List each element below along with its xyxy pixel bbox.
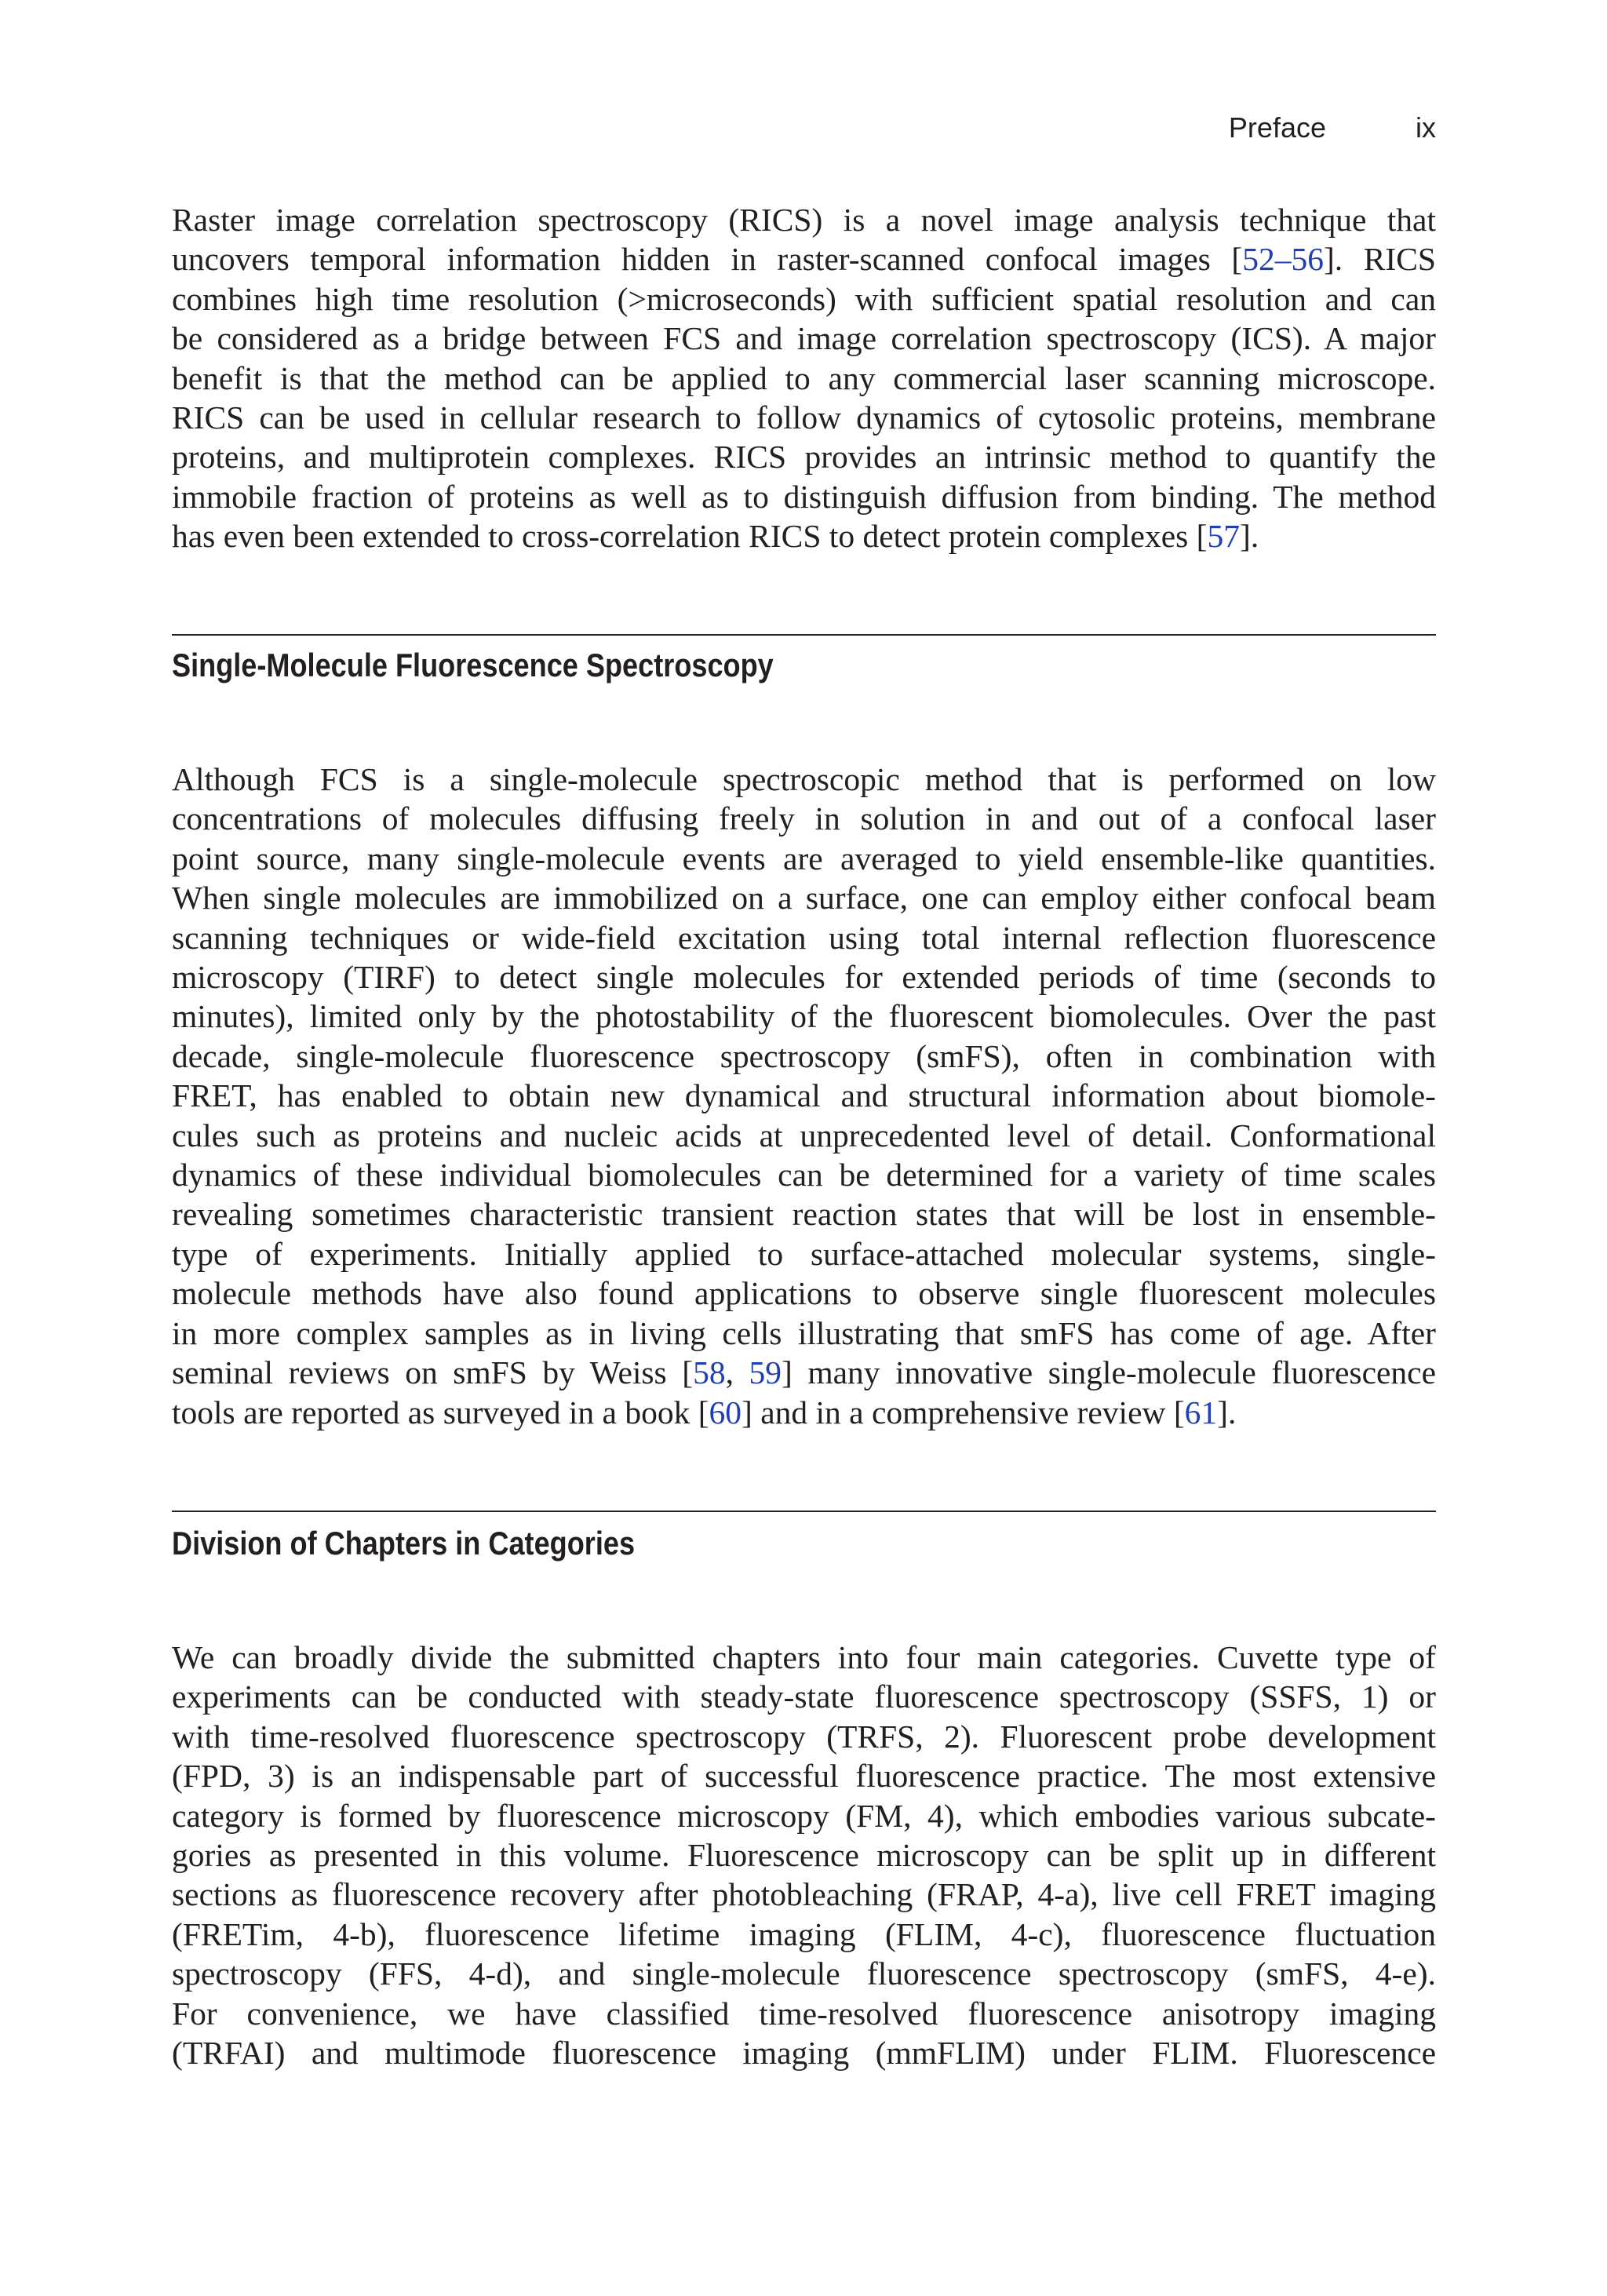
text-line: revealing sometimes characteristic transient reaction states that will be lost in ensemble- [172,1196,1436,1233]
citation-link[interactable]: 58 [693,1354,726,1391]
text-line: gories as presented in this volume. Fluorescence microscopy can be split up in different [172,1837,1436,1874]
citation-link[interactable]: 52–56 [1242,241,1324,278]
text-line: with time-resolved fluorescence spectroscopy (TRFS, 2). Fluorescent probe development [172,1718,1436,1755]
text-line: RICS can be used in cellular research to follow dynamics of cytosolic proteins, membrane [172,399,1436,436]
citation-link[interactable]: 57 [1207,518,1240,555]
text-line: benefit is that the method can be applied to any commercial laser scanning microscope. [172,359,1436,396]
text-line: category is formed by fluorescence microscopy (FM, 4), which embodies various subcate- [172,1797,1436,1834]
text-line: sections as fluorescence recovery after photobleaching (FRAP, 4-a), live cell FRET imaging [172,1876,1436,1913]
text-line: concentrations of molecules diffusing freely in solution in and out of a confocal laser [172,800,1436,837]
text-line: seminal reviews on smFS by Weiss [58, 59] many innovative single-molecule fluorescence [172,1354,1436,1391]
text-line: proteins, and multiprotein complexes. RICS provides an intrinsic method to quantify the [172,439,1436,476]
text-line: tools are reported as surveyed in a book [60] and in a comprehensive review [61]. [172,1394,1237,1430]
text-line: in more complex samples as in living cells illustrating that smFS has come of age. After [172,1314,1436,1351]
text-line: minutes), limited only by the photostability of the fluorescent biomolecules. Over the past [172,998,1436,1035]
text-line: type of experiments. Initially applied to surface-attached molecular systems, single- [172,1235,1436,1272]
paragraph-smfs [172,760,1436,1432]
text-line: microscopy (TIRF) to detect single molecules for extended periods of time (seconds to [172,959,1436,996]
text-line: Raster image correlation spectroscopy (RICS) is a novel image analysis technique that [172,202,1436,238]
text-line: experiments can be conducted with steady-state fluorescence spectroscopy (SSFS, 1) or [172,1678,1436,1715]
text-line: For convenience, we have classified time-resolved fluorescence anisotropy imaging [172,1995,1436,2032]
text-line: scanning techniques or wide-field excitation using total internal reflection fluorescence [172,919,1436,956]
text-line: When single molecules are immobilized on a surface, one can employ either confocal beam [172,880,1436,917]
section-heading-division: Division of Chapters in Categories [172,1525,636,1562]
paragraph-division [172,1638,1436,2072]
section-rule [172,1511,1436,1512]
page-number: ix [1416,111,1436,144]
text-line: spectroscopy (FFS, 4-d), and single-molecule fluorescence spectroscopy (smFS, 4-e). [172,1955,1436,1992]
text-line: FRET, has enabled to obtain new dynamical and structural information about biomole- [172,1077,1436,1114]
text-line: immobile fraction of proteins as well as to distinguish diffusion from binding. The method [172,478,1436,515]
citation-link[interactable]: 61 [1184,1394,1218,1430]
citation-link[interactable]: 59 [749,1354,782,1391]
text-line: combines high time resolution (>microseconds) with sufficient spatial resolution and can [172,280,1436,317]
text-line: cules such as proteins and nucleic acids at unprecedented level of detail. Conformational [172,1117,1436,1153]
section-rule [172,634,1436,636]
text-line: Although FCS is a single-molecule spectroscopic method that is performed on low [172,761,1436,797]
citation-link[interactable]: 60 [709,1394,742,1430]
text-line: has even been extended to cross-correlation RICS to detect protein complexes [57]. [172,518,1259,555]
text-line: dynamics of these individual biomolecules can be determined for a variety of time scales [172,1157,1436,1194]
text-line: We can broadly divide the submitted chapters into four main categories. Cuvette type of [172,1639,1436,1675]
text-line: (FPD, 3) is an indispensable part of successful fluorescence practice. The most extensive [172,1758,1436,1795]
paragraph-rics [172,200,1436,556]
text-line: be considered as a bridge between FCS and image correlation spectroscopy (ICS). A major [172,320,1436,357]
text-line: uncovers temporal information hidden in raster-scanned confocal images [52–56]. RICS [172,241,1436,278]
text-line: decade, single-molecule fluorescence spectroscopy (smFS), often in combination with [172,1037,1436,1074]
text-line: (FRETim, 4-b), fluorescence lifetime imaging (FLIM, 4-c), fluorescence fluctuation [172,1915,1436,1952]
text-line: (TRFAI) and multimode fluorescence imaging (mmFLIM) under FLIM. Fluorescence [172,2035,1436,2072]
section-heading-smfs: Single-Molecule Fluorescence Spectroscopy [172,647,774,683]
text-line: molecule methods have also found applications to observe single fluorescent molecules [172,1275,1436,1312]
text-line: point source, many single-molecule events are averaged to yield ensemble-like quantities. [172,840,1436,876]
running-head-title: Preface [1228,111,1326,144]
running-head [863,111,1436,146]
